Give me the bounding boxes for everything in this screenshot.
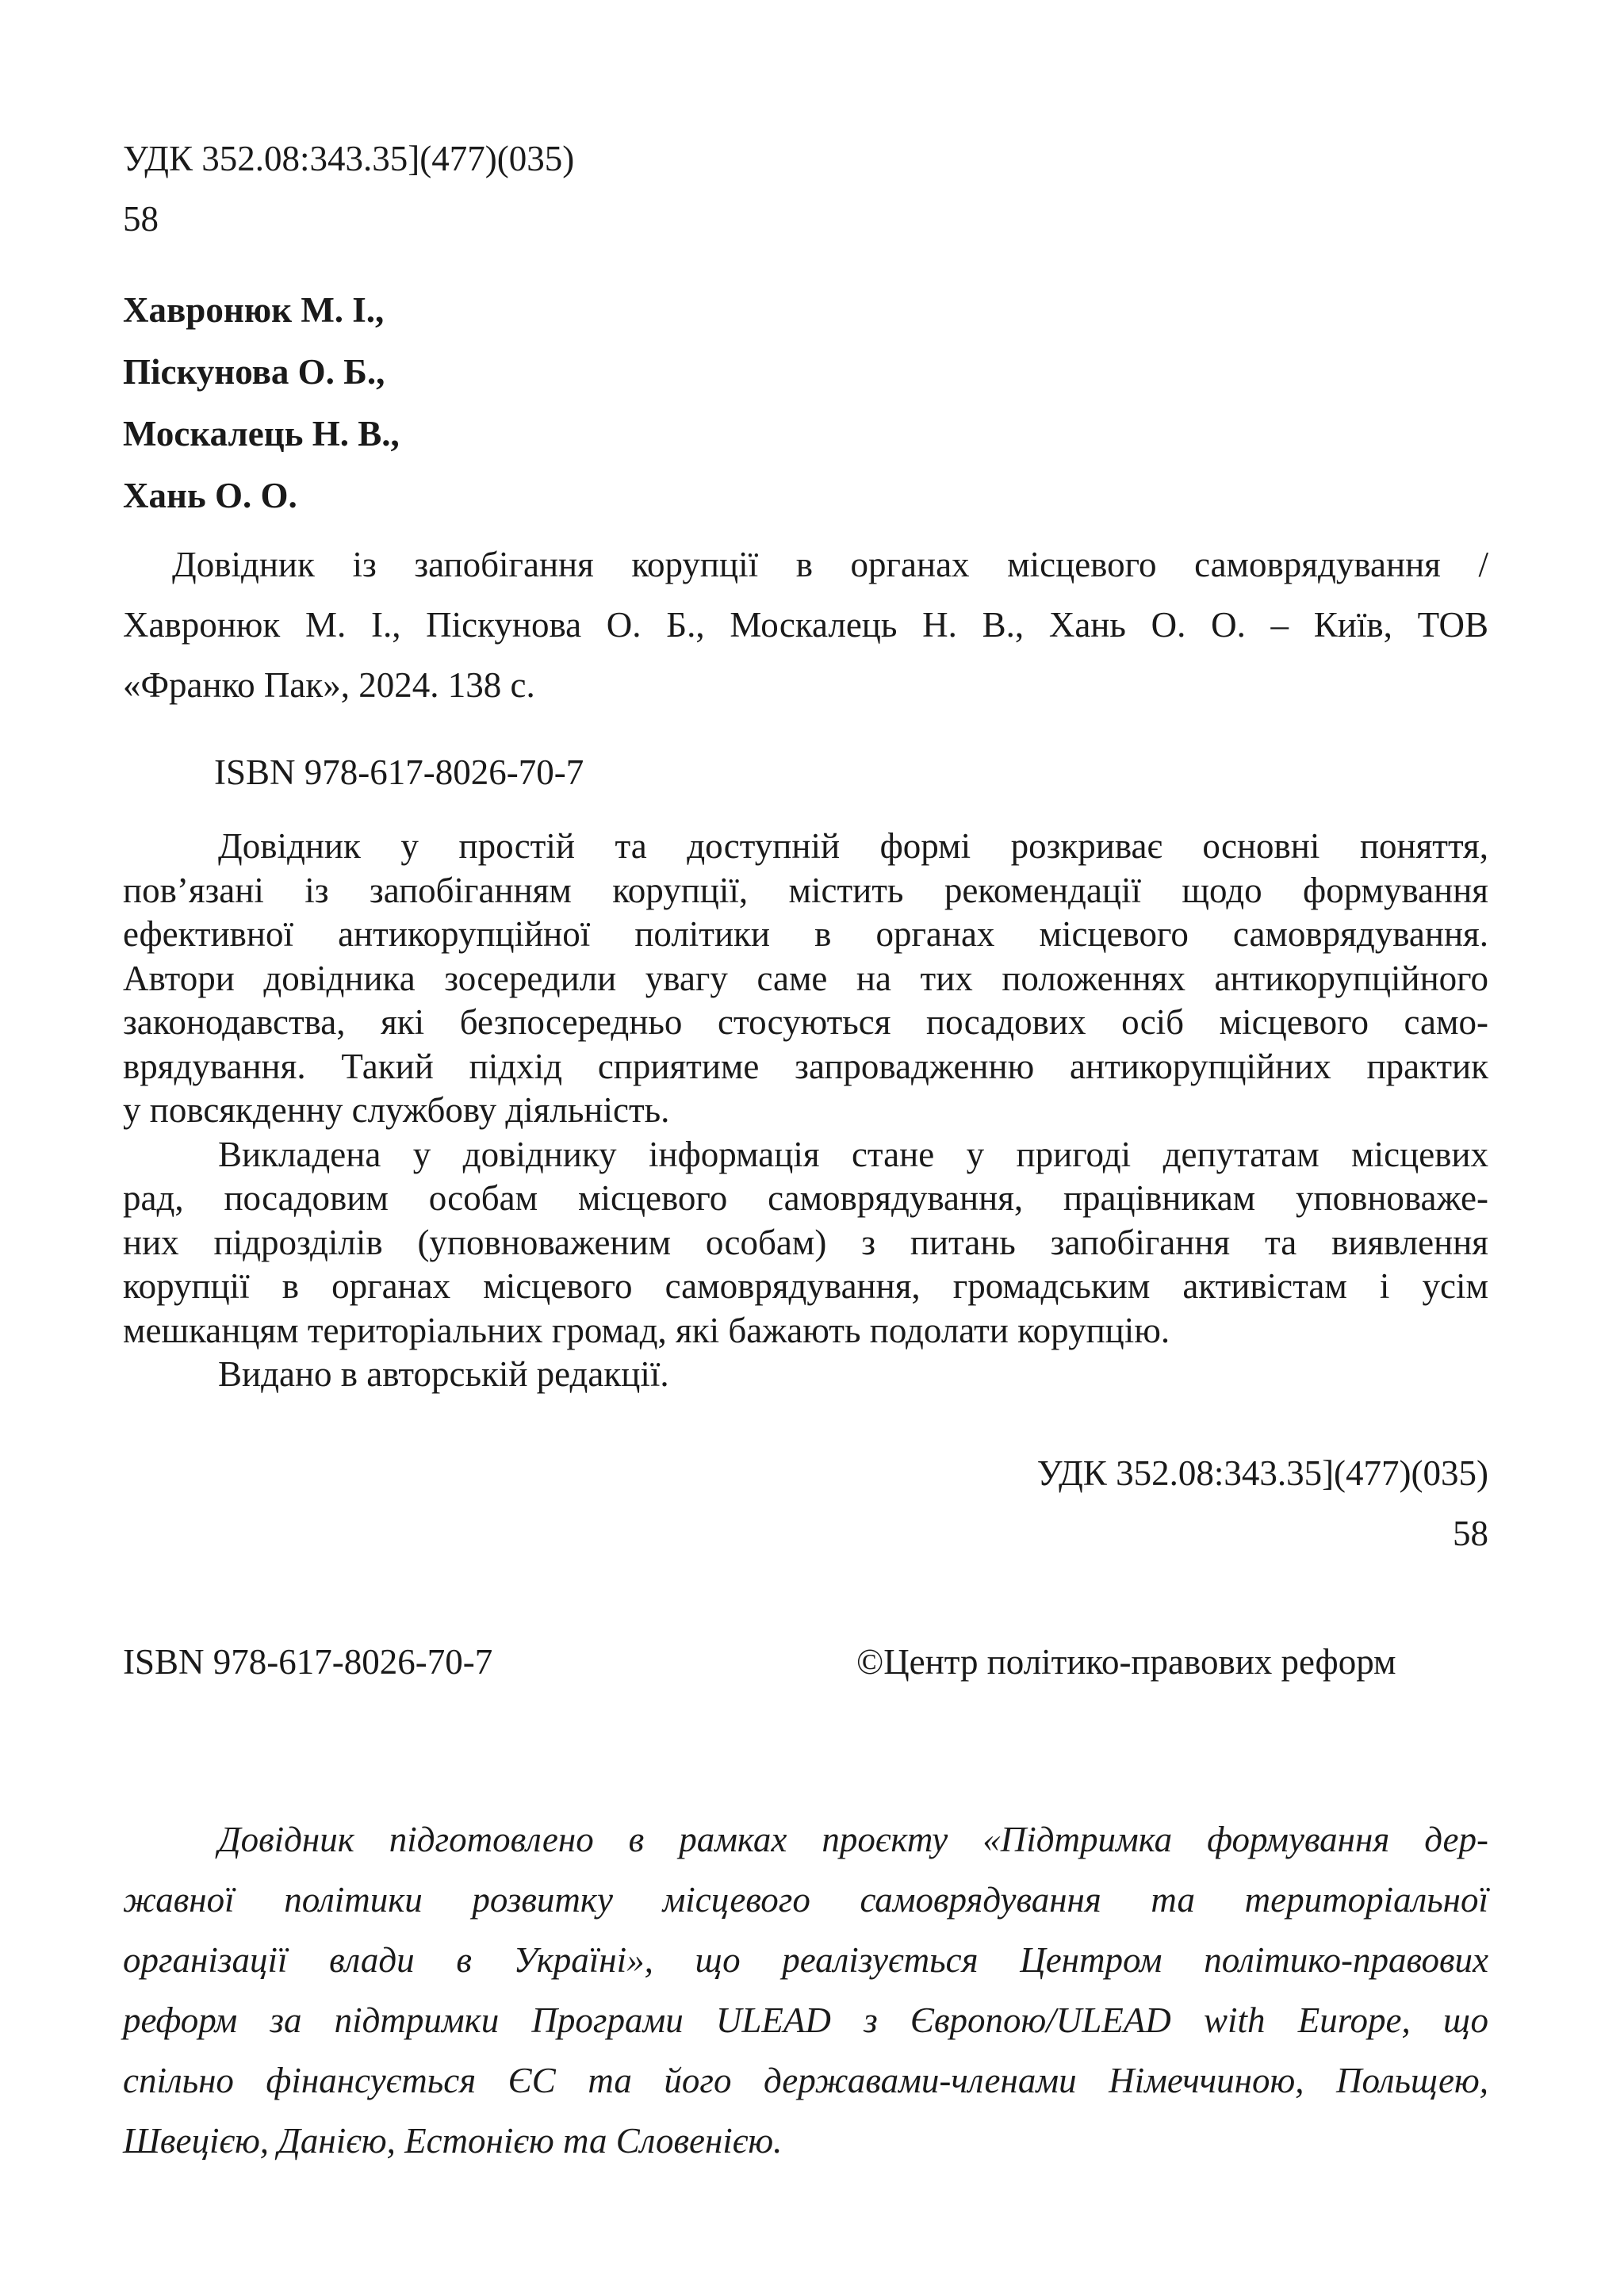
isbn-number: ISBN 978-617-8026-70-7 <box>214 752 584 792</box>
abstract-line: ефективної антикорупційної політики в органах місцевого самоврядування. <box>123 914 1488 954</box>
udk-right-block <box>1037 1443 1488 1564</box>
udk-header <box>123 128 574 249</box>
isbn-footer: ISBN 978-617-8026-70-7 <box>123 1642 493 1682</box>
project-line: Швецією, Данією, Естонією та Словенією. <box>123 2121 783 2161</box>
bibliographic-citation <box>123 534 1488 715</box>
author-list <box>123 279 400 526</box>
abstract-line: законодавства, які безпосередньо стосуються посадових осіб місцевого само- <box>123 1002 1488 1042</box>
udk-code: УДК 352.08:343.35](477)(035) <box>1036 1453 1488 1493</box>
project-line: реформ за підтримки Програми ULEAD з Європою/ULEAD with Europe, що <box>123 2000 1488 2040</box>
abstract-line: корупції в органах місцевого самоврядування, громадським активістам і усім <box>123 1266 1488 1306</box>
abstract-line: Автори довідника зосередили увагу саме на тих положеннях антикорупційного <box>123 958 1488 998</box>
udk-code: УДК 352.08:343.35](477)(035) <box>123 139 575 178</box>
abstract-text <box>123 825 1488 1397</box>
abstract-line: врядування. Такий підхід сприятиме запровадженню антикорупційних практик <box>123 1046 1488 1086</box>
abstract-line: Викладена у довіднику інформація стане у пригоді депутатам місцевих <box>218 1134 1488 1174</box>
bbk-index: 58 <box>123 199 159 239</box>
project-line: організації влади в Україні», що реалізується Центром політико-правових <box>123 1940 1488 1980</box>
abstract-line: мешканцям територіальних громад, які бажають подолати корупцію. <box>123 1310 1170 1350</box>
project-line: жавної політики розвитку місцевого самоврядування та територіальної <box>123 1880 1488 1920</box>
abstract-line: Видано в авторській редакції. <box>218 1354 669 1394</box>
author-name: Хавронюк М. І., <box>123 290 385 330</box>
abstract-line: пов’язані із запобіганням корупції, містить рекомендації щодо формування <box>123 870 1488 910</box>
abstract-line: них підрозділів (уповноваженим особам) з питань запобігання та виявлення <box>123 1222 1488 1262</box>
citation-line: Хавронюк М. І., Піскунова О. Б., Москалець Н. В., Хань О. О. – Київ, ТОВ <box>123 605 1488 645</box>
citation-line: «Франко Пак», 2024. 138 с. <box>123 665 535 705</box>
abstract-line: рад, посадовим особам місцевого самоврядування, працівникам уповноваже- <box>123 1178 1488 1218</box>
author-name: Піскунова О. Б., <box>123 352 385 392</box>
copyright-notice: ©Центр політико-правових реформ <box>856 1642 1396 1682</box>
project-note <box>123 1809 1488 2171</box>
citation-line: Довідник із запобігання корупції в органах місцевого самоврядування / <box>172 545 1488 584</box>
abstract-line: Довідник у простій та доступній формі розкриває основні поняття, <box>218 826 1488 866</box>
author-name: Москалець Н. В., <box>123 414 400 454</box>
project-line: спільно фінансується ЄС та його державами-членами Німеччиною, Польщею, <box>123 2061 1488 2100</box>
abstract-line: у повсякденну службову діяльність. <box>123 1090 670 1130</box>
project-line: Довідник підготовлено в рамках проєкту «Підтримка формування дер- <box>218 1820 1488 1859</box>
author-name: Хань О. О. <box>123 476 297 515</box>
bbk-index: 58 <box>1453 1514 1488 1553</box>
